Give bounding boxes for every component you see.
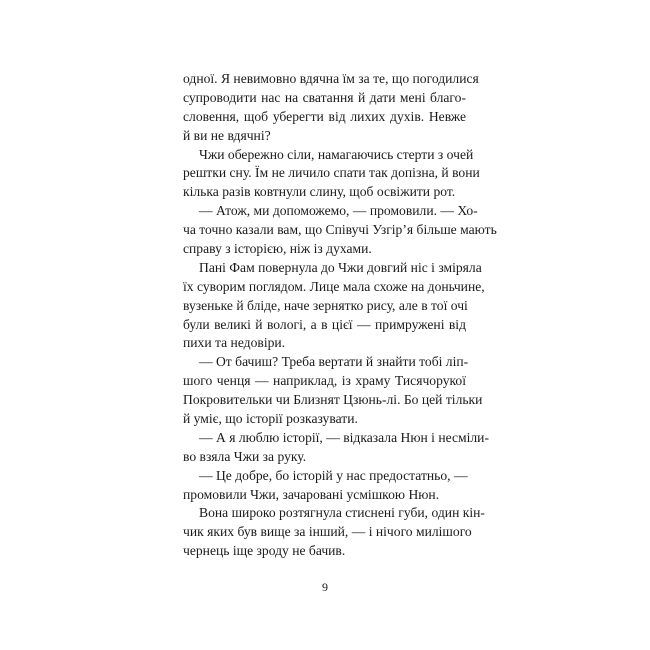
text-line: — А я люблю історії, — відказала Нюн і несміли-	[199, 429, 489, 445]
text-line: Вона широко розтягнула стиснені губи, один кін-	[199, 505, 485, 521]
text-line: промовили Чжи, зачаровані усмішкою Нюн.	[183, 486, 440, 502]
body-text	[183, 70, 497, 561]
text-line: чернець іще зроду не бачив.	[183, 543, 346, 559]
text-line: й уміє, що історії розказувати.	[183, 411, 358, 427]
text-line: шого ченця — наприклад, із храму Тисячорукої	[183, 373, 466, 389]
text-line: Пані Фам повернула до Чжи довгий ніс і зміряла	[199, 259, 482, 275]
text-line: Покровительки чи Близнят Цзюнь-лі. Бо цей тільки	[183, 392, 483, 408]
text-line: — От бачиш? Треба вертати й знайти тобі ліп-	[199, 354, 469, 370]
text-line: одної. Я невимовно вдячна їм за те, що погодилися	[183, 71, 479, 86]
text-line: пихи та недовіри.	[183, 335, 286, 351]
text-line: й ви не вдячні?	[183, 127, 271, 143]
text-line: були великі й вологі, а в цієї — примружені від	[183, 316, 466, 332]
text-line: супроводити нас на сватання й дати мені благо-	[183, 89, 466, 105]
text-line: рештки сну. Їм не личило спати так допізна, й вони	[183, 165, 480, 181]
text-line: справу з історією, ніж із духами.	[183, 241, 372, 257]
text-line: Чжи обережно сіли, намагаючись стерти з очей	[199, 146, 474, 162]
text-line: вузеньке й бліде, наче зернятко рису, але в тої очі	[183, 297, 468, 313]
page-number: 9	[322, 580, 328, 594]
text-line: чик яких був вище за інший, — і нічого милішого	[183, 524, 472, 540]
text-line: во взяла Чжи за руку.	[183, 448, 307, 464]
text-line: — Це добре, бо історій у нас предостатньо, —	[199, 467, 468, 483]
text-line: кілька разів ковтнули слину, щоб освіжити рот.	[183, 184, 456, 200]
text-line: — Атож, ми допоможемо, — промовили. — Хо-	[199, 203, 478, 219]
text-line: ча точно казали вам, що Співучі Узгір’я більше мають	[183, 222, 497, 238]
text-line: словення, щоб уберегти від лихих духів. Невже	[183, 108, 466, 124]
text-line: їх суворим поглядом. Лице мала схоже на доньчине,	[183, 278, 485, 294]
